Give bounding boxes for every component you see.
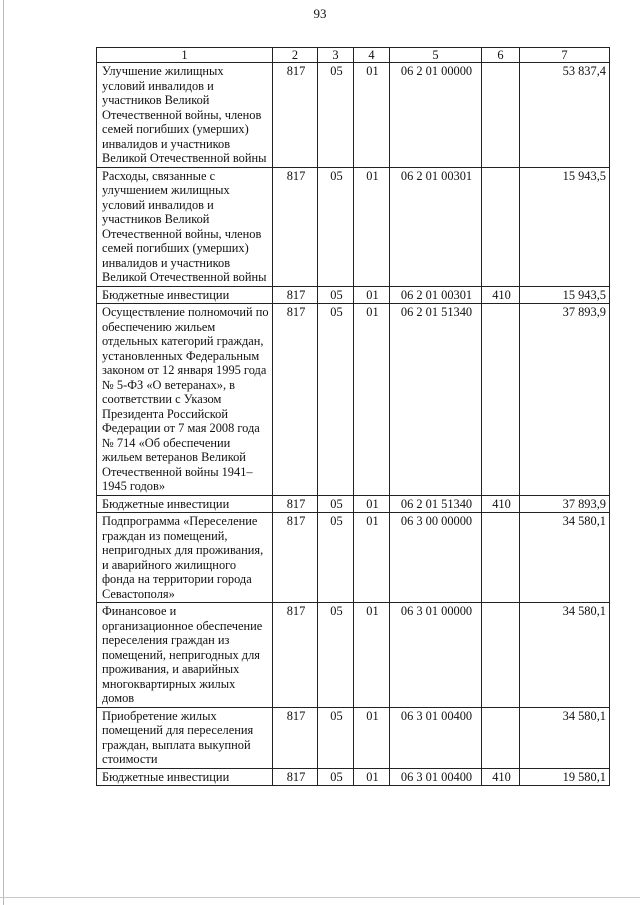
row-col3: 05 — [318, 63, 354, 168]
row-col6 — [482, 513, 520, 603]
row-col7: 15 943,5 — [520, 286, 610, 304]
row-col4: 01 — [354, 513, 390, 603]
row-col3: 05 — [318, 768, 354, 786]
row-col5: 06 2 01 00301 — [390, 167, 482, 286]
row-col7: 37 893,9 — [520, 304, 610, 496]
row-name: Подпрограмма «Переселение граждан из помещений, непригодных для проживания, и аварийного жилищного фонда на территории города Севастополя» — [97, 513, 273, 603]
row-col3: 05 — [318, 513, 354, 603]
row-col7: 37 893,9 — [520, 495, 610, 513]
table-row — [97, 63, 610, 168]
table-row — [97, 167, 610, 286]
row-col6 — [482, 603, 520, 708]
row-col4: 01 — [354, 603, 390, 708]
row-col4: 01 — [354, 304, 390, 496]
table-row — [97, 304, 610, 496]
page-edge-left — [3, 0, 4, 905]
row-col5: 06 2 01 51340 — [390, 304, 482, 496]
row-col2: 817 — [273, 707, 318, 768]
row-col7: 34 580,1 — [520, 707, 610, 768]
row-col5: 06 2 01 00000 — [390, 63, 482, 168]
row-col6 — [482, 167, 520, 286]
row-col2: 817 — [273, 167, 318, 286]
row-col3: 05 — [318, 286, 354, 304]
row-col5: 06 3 00 00000 — [390, 513, 482, 603]
column-header-5: 5 — [390, 48, 482, 63]
row-col7: 19 580,1 — [520, 768, 610, 786]
budget-table — [96, 47, 610, 786]
row-col5: 06 3 01 00000 — [390, 603, 482, 708]
table-row — [97, 513, 610, 603]
row-name: Улучшение жилищных условий инвалидов и участников Великой Отечественной войны, членов семей погибших (умерших) инвалидов и участников Великой Отечественной войны — [97, 63, 273, 168]
row-col6 — [482, 63, 520, 168]
table-row — [97, 495, 610, 513]
table-row — [97, 603, 610, 708]
row-name: Расходы, связанные с улучшением жилищных условий инвалидов и участников Великой Отечественной войны, членов семей погибших (умерших) инвалидов и участников Великой Отечественной войны — [97, 167, 273, 286]
row-name: Осуществление полномочий по обеспечению жильем отдельных категорий граждан, установленных Федеральным законом от 12 января 1995 года № 5-ФЗ «О ветеранах», в соответствии с Указом Президента Российской Федерации от 7 мая 2008 года № 714 «Об обеспечении жильем ветеранов Великой Отечественной войны 1941–1945 годов» — [97, 304, 273, 496]
column-header-6: 6 — [482, 48, 520, 63]
page-edge-bottom — [0, 897, 640, 898]
row-col4: 01 — [354, 167, 390, 286]
row-col2: 817 — [273, 768, 318, 786]
row-col6 — [482, 304, 520, 496]
column-header-1: 1 — [97, 48, 273, 63]
row-col4: 01 — [354, 63, 390, 168]
row-col2: 817 — [273, 63, 318, 168]
row-col2: 817 — [273, 513, 318, 603]
row-col2: 817 — [273, 603, 318, 708]
row-col6 — [482, 707, 520, 768]
row-col7: 15 943,5 — [520, 167, 610, 286]
row-col5: 06 2 01 51340 — [390, 495, 482, 513]
row-name: Финансовое и организационное обеспечение переселения граждан из помещений, непригодных для проживания, и аварийных многоквартирных жилых домов — [97, 603, 273, 708]
row-name: Приобретение жилых помещений для переселения граждан, выплата выкупной стоимости — [97, 707, 273, 768]
row-col3: 05 — [318, 495, 354, 513]
column-header-3: 3 — [318, 48, 354, 63]
row-col6: 410 — [482, 768, 520, 786]
row-col2: 817 — [273, 286, 318, 304]
row-col4: 01 — [354, 286, 390, 304]
row-col3: 05 — [318, 707, 354, 768]
row-col5: 06 2 01 00301 — [390, 286, 482, 304]
row-col2: 817 — [273, 495, 318, 513]
table-row — [97, 707, 610, 768]
row-col3: 05 — [318, 304, 354, 496]
row-col3: 05 — [318, 603, 354, 708]
row-col2: 817 — [273, 304, 318, 496]
page-number: 93 — [313, 6, 327, 21]
row-col7: 34 580,1 — [520, 513, 610, 603]
row-name: Бюджетные инвестиции — [97, 286, 273, 304]
row-col7: 53 837,4 — [520, 63, 610, 168]
row-col3: 05 — [318, 167, 354, 286]
row-col5: 06 3 01 00400 — [390, 707, 482, 768]
row-col4: 01 — [354, 768, 390, 786]
column-header-4: 4 — [354, 48, 390, 63]
row-col6: 410 — [482, 286, 520, 304]
row-col4: 01 — [354, 495, 390, 513]
column-header-2: 2 — [273, 48, 318, 63]
column-header-7: 7 — [520, 48, 610, 63]
table-header-row — [97, 48, 610, 63]
table-row — [97, 768, 610, 786]
row-col6: 410 — [482, 495, 520, 513]
row-col7: 34 580,1 — [520, 603, 610, 708]
row-col4: 01 — [354, 707, 390, 768]
table-row — [97, 286, 610, 304]
row-name: Бюджетные инвестиции — [97, 768, 273, 786]
row-name: Бюджетные инвестиции — [97, 495, 273, 513]
row-col5: 06 3 01 00400 — [390, 768, 482, 786]
